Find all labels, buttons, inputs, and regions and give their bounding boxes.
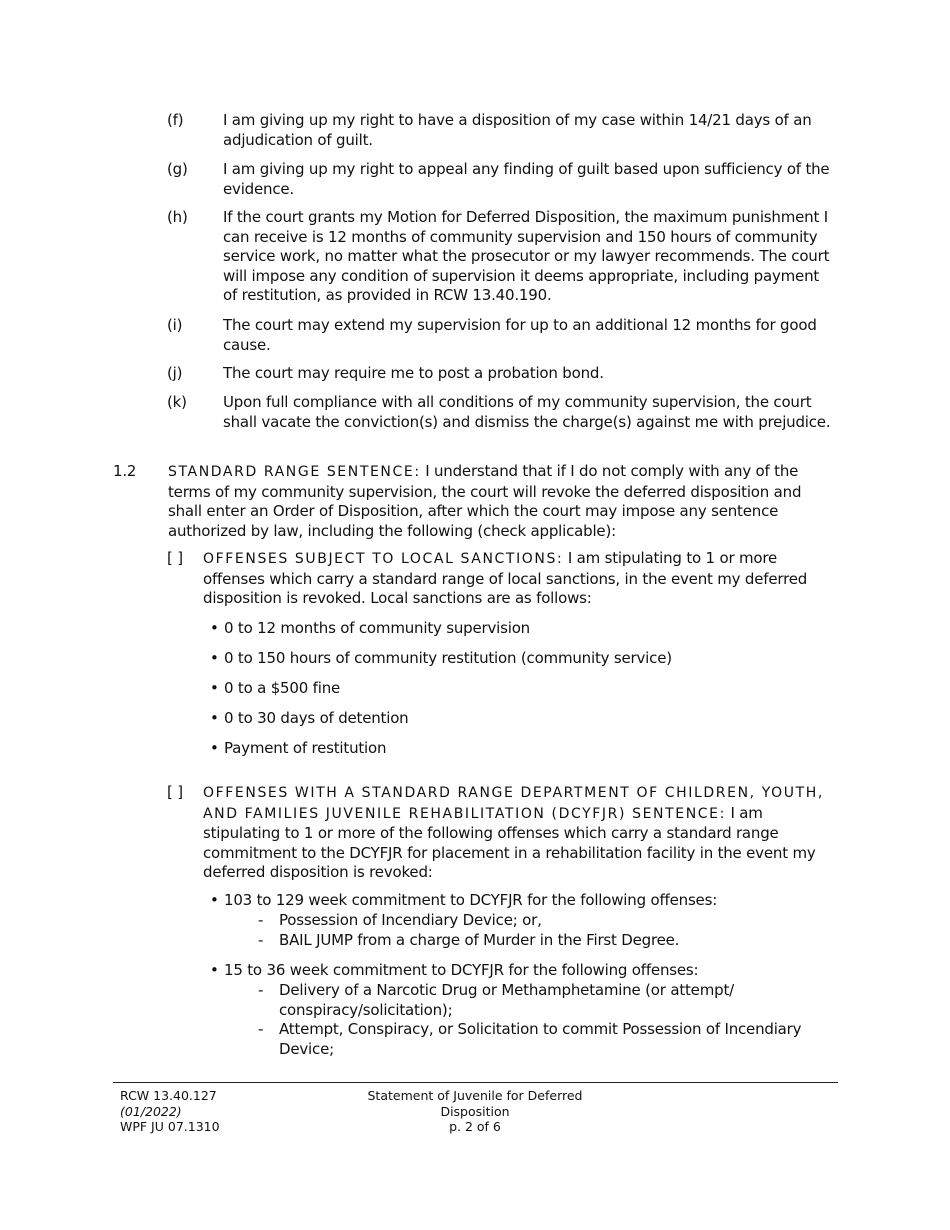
- item-text: The court may require me to post a probation bond.: [223, 364, 604, 382]
- bullet-text: 15 to 36 week commitment to DCYFJR for the following offenses:: [224, 961, 699, 979]
- section-number: 1.2: [113, 462, 137, 480]
- footer-form-number: WPF JU 07.1310: [120, 1119, 220, 1134]
- local-sanctions-option: [167, 549, 837, 609]
- bullet-icon: •: [210, 679, 219, 697]
- bullet-icon: •: [210, 739, 219, 757]
- sub-item: [258, 931, 838, 951]
- list-item: [167, 316, 837, 355]
- sub-item: [258, 911, 838, 931]
- sub-item: [258, 1020, 838, 1059]
- bullet-item: [210, 961, 835, 981]
- dash-icon: -: [258, 931, 264, 949]
- footer-rcw: RCW 13.40.127: [120, 1088, 217, 1103]
- option-heading: OFFENSES WITH A STANDARD RANGE DEPARTMENT OF CHILDREN, YOUTH, AND FAMILIES JUVENILE REHABILITATION (DCYFJR) SENTENCE:: [203, 785, 824, 822]
- bullet-item: [210, 891, 835, 911]
- sub-item: [258, 981, 838, 1020]
- item-label: (f): [167, 111, 184, 129]
- bullet-text: 0 to 30 days of detention: [224, 709, 409, 727]
- dash-icon: -: [258, 1020, 264, 1038]
- option-body: I am stipulating to 1 or more offenses which carry a standard range of local sanctions, in the event my deferred disposition is revoked. Local sanctions are as follows:: [203, 549, 808, 608]
- item-label: (k): [167, 393, 187, 411]
- bullet-text: 0 to 150 hours of community restitution (community service): [224, 649, 672, 667]
- option-body: I am stipulating to 1 or more of the following offenses which carry a standard range commitment to the DCYFJR for placement in a rehabilitation facility in the event my deferred disposition is revoked:: [203, 803, 816, 882]
- dcyfjr-option: [167, 783, 837, 883]
- option-text: [203, 549, 837, 609]
- item-text: If the court grants my Motion for Deferred Disposition, the maximum punishment I can receive is 12 months of community supervision and 150 hours of community service work, no matter what the prosecutor or my lawyer recommends. The court will impose any condition of supervision it deems appropriate, including payment of restitution, as provided in RCW 13.40.190.: [223, 208, 830, 305]
- bullet-text: Payment of restitution: [224, 739, 387, 757]
- footer-left: [120, 1088, 220, 1135]
- list-item: [167, 364, 837, 384]
- item-text: Upon full compliance with all conditions of my community supervision, the court shall vacate the conviction(s) and dismiss the charge(s) against me with prejudice.: [223, 393, 831, 431]
- bullet-icon: •: [210, 961, 219, 979]
- option-heading: OFFENSES SUBJECT TO LOCAL SANCTIONS:: [203, 551, 564, 567]
- sub-text: Possession of Incendiary Device; or,: [279, 911, 542, 929]
- bullet-item: [210, 619, 835, 639]
- bullet-icon: •: [210, 709, 219, 727]
- item-text: I am giving up my right to have a disposition of my case within 14/21 days of an adjudication of guilt.: [223, 111, 812, 149]
- footer-divider: [113, 1082, 838, 1083]
- bullet-item: [210, 679, 835, 699]
- section-heading: STANDARD RANGE SENTENCE:: [168, 464, 421, 480]
- list-item: [167, 160, 837, 199]
- section-body: I understand that if I do not comply with any of the terms of my community supervision, the court will revoke the deferred disposition and shall enter an Order of Disposition, after which the court may impose any sentence authorized by law, including the following (check applicable):: [168, 462, 802, 540]
- list-item: [167, 111, 837, 150]
- bullet-item: [210, 739, 835, 759]
- list-item: [167, 393, 837, 432]
- footer-date: (01/2022): [120, 1103, 182, 1119]
- item-text: I am giving up my right to appeal any finding of guilt based upon sufficiency of the evidence.: [223, 160, 830, 198]
- section-text: [168, 462, 838, 541]
- footer-center: [355, 1088, 595, 1135]
- bullet-item: [210, 709, 835, 729]
- footer-title-cont: Disposition: [440, 1103, 510, 1119]
- local-sanctions-checkbox[interactable]: [ ]: [167, 549, 183, 567]
- dcyfjr-checkbox[interactable]: [ ]: [167, 783, 183, 801]
- bullet-item: [210, 649, 835, 669]
- list-item: [167, 208, 837, 306]
- bullet-icon: •: [210, 649, 219, 667]
- dash-icon: -: [258, 981, 264, 999]
- sub-text: BAIL JUMP from a charge of Murder in the First Degree.: [279, 931, 680, 949]
- item-label: (i): [167, 316, 183, 334]
- item-label: (g): [167, 160, 188, 178]
- sub-text: Delivery of a Narcotic Drug or Methamphetamine (or attempt/ conspiracy/solicitation);: [279, 981, 734, 1019]
- footer-title: Statement of Juvenile for Deferred: [367, 1088, 583, 1103]
- bullet-icon: •: [210, 619, 219, 637]
- item-label: (h): [167, 208, 188, 226]
- item-text: The court may extend my supervision for up to an additional 12 months for good cause.: [223, 316, 817, 354]
- item-label: (j): [167, 364, 183, 382]
- bullet-text: 103 to 129 week commitment to DCYFJR for the following offenses:: [224, 891, 718, 909]
- footer-page-number: p. 2 of 6: [449, 1119, 501, 1134]
- bullet-icon: •: [210, 891, 219, 909]
- dash-icon: -: [258, 911, 264, 929]
- sub-text: Attempt, Conspiracy, or Solicitation to commit Possession of Incendiary Device;: [279, 1020, 802, 1058]
- option-text: [203, 783, 837, 883]
- bullet-text: 0 to 12 months of community supervision: [224, 619, 530, 637]
- section-standard-range: [113, 462, 838, 541]
- bullet-text: 0 to a $500 fine: [224, 679, 341, 697]
